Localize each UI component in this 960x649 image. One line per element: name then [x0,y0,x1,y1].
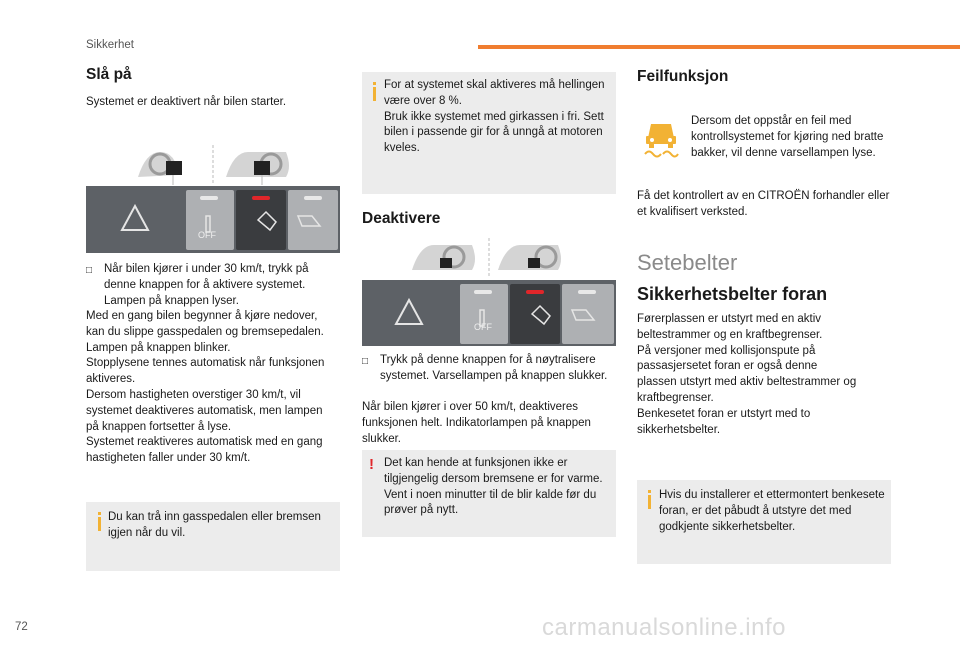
text-line: Systemet reaktiveres automatisk med en gang [86,436,323,449]
text-line: Stopplysene tennes automatisk når funksjonen [86,357,325,370]
info-icon [370,82,378,101]
text-line: Dersom hastigheten overstiger 30 km/t, vil [86,388,301,401]
accent-bar [478,45,960,49]
hill-descent-warning-icon [643,118,679,158]
warning-icon: ! [369,456,374,473]
chapter-title: Setebelter [637,250,738,275]
page-number: 72 [15,621,28,633]
off-label: OFF [474,322,492,332]
info-icon [645,490,653,509]
text-line: passasjersetet foran er også denne [637,360,818,373]
fault-text: Dersom det oppstår en feil med kontrollsystemet for kjøring ned bratte bakker, vil denne varsellampen lyse. [691,115,884,159]
info-icon [95,512,103,531]
text-line: kraftbegrenser. [637,391,714,404]
bullet-activate-text: Når bilen kjører i under 30 km/t, trykk på denne knappen for å aktivere systemet. Lampen på knappen lyser. [104,263,309,307]
heading-slaa-paa: Slå på [86,66,132,83]
note-text-1: Du kan trå inn gasspedalen eller bremsen igjen når du vil. [108,511,321,539]
steering-illustration-2 [362,236,616,278]
deactivate-text: Når bilen kjører i over 50 km/t, deaktiveres funksjonen helt. Indikatorlampen på knappen slukker. [362,401,591,445]
bullet-deactivate [362,353,616,385]
info-note-box-3 [637,480,891,564]
note-text-2: For at systemet skal aktiveres må hellingen være over 8 %. Bruk ikke systemet med girkassen i fri. Sett bilen i passende gir for å unngå at motoren kveles. [384,79,605,155]
section-label: Sikkerhet [86,39,134,51]
button-panel-2 [362,280,616,346]
heading-feilfunksjon: Feilfunksjon [637,68,729,85]
subheading-belter: Sikkerhetsbelter foran [637,284,828,304]
text-line: kan du slippe gasspedalen og bremsepedalen. [86,325,324,338]
text-line: På versjoner med kollisjonspute på [637,344,816,357]
button-panel-1 [86,186,340,253]
intro-text: Systemet er deaktivert når bilen starter. [86,96,287,108]
text-line: Førerplassen er utstyrt med en aktiv [637,313,822,325]
note-text-3: Hvis du installerer et ettermontert benkesete foran, er det påbudt å utstyre det med godkjente sikkerhetsbelter. [659,489,885,533]
steering-illustration-1 [86,143,340,185]
text-line: hastigheten faller under 30 km/t. [86,452,251,465]
belt-text [637,312,893,438]
text-line: systemet deaktiveres automatisk, men lampen [86,404,323,417]
off-label: OFF [198,230,216,240]
info-note-box-2 [362,72,616,194]
check-text: Få det kontrollert av en CITROËN forhandler eller et kvalifisert verksted. [637,190,890,218]
activation-details [86,309,342,467]
bullet-deactivate-text: Trykk på denne knappen for å nøytralisere systemet. Varsellampen på knappen slukker. [380,354,608,382]
text-line: Benkesetet foran er utstyrt med to [637,407,811,420]
warning-text: Det kan hende at funksjonen ikke er tilgjengelig dersom bremsene er for varme. Vent i noen minutter til de blir kalde før du prøver på nytt. [384,457,603,517]
bullet-marker: □ [362,356,369,367]
watermark: carmanualsonline.info [542,614,786,641]
info-note-box-1 [86,502,340,571]
text-line: på knappen fortsetter å lyse. [86,420,232,433]
bullet-marker: □ [86,265,93,276]
text-line: Med en gang bilen begynner å kjøre nedover, [86,310,318,322]
bullet-activate [86,262,340,309]
text-line: sikkerhetsbelter. [637,423,721,436]
heading-deaktivere: Deaktivere [362,210,441,227]
warning-note-box [362,450,616,537]
text-line: plassen utstyrt med aktiv beltestrammer og [637,376,857,389]
text-line: aktiveres. [86,373,136,386]
text-line: Lampen på knappen blinker. [86,341,231,354]
text-line: beltestrammer og en kraftbegrenser. [637,328,823,341]
